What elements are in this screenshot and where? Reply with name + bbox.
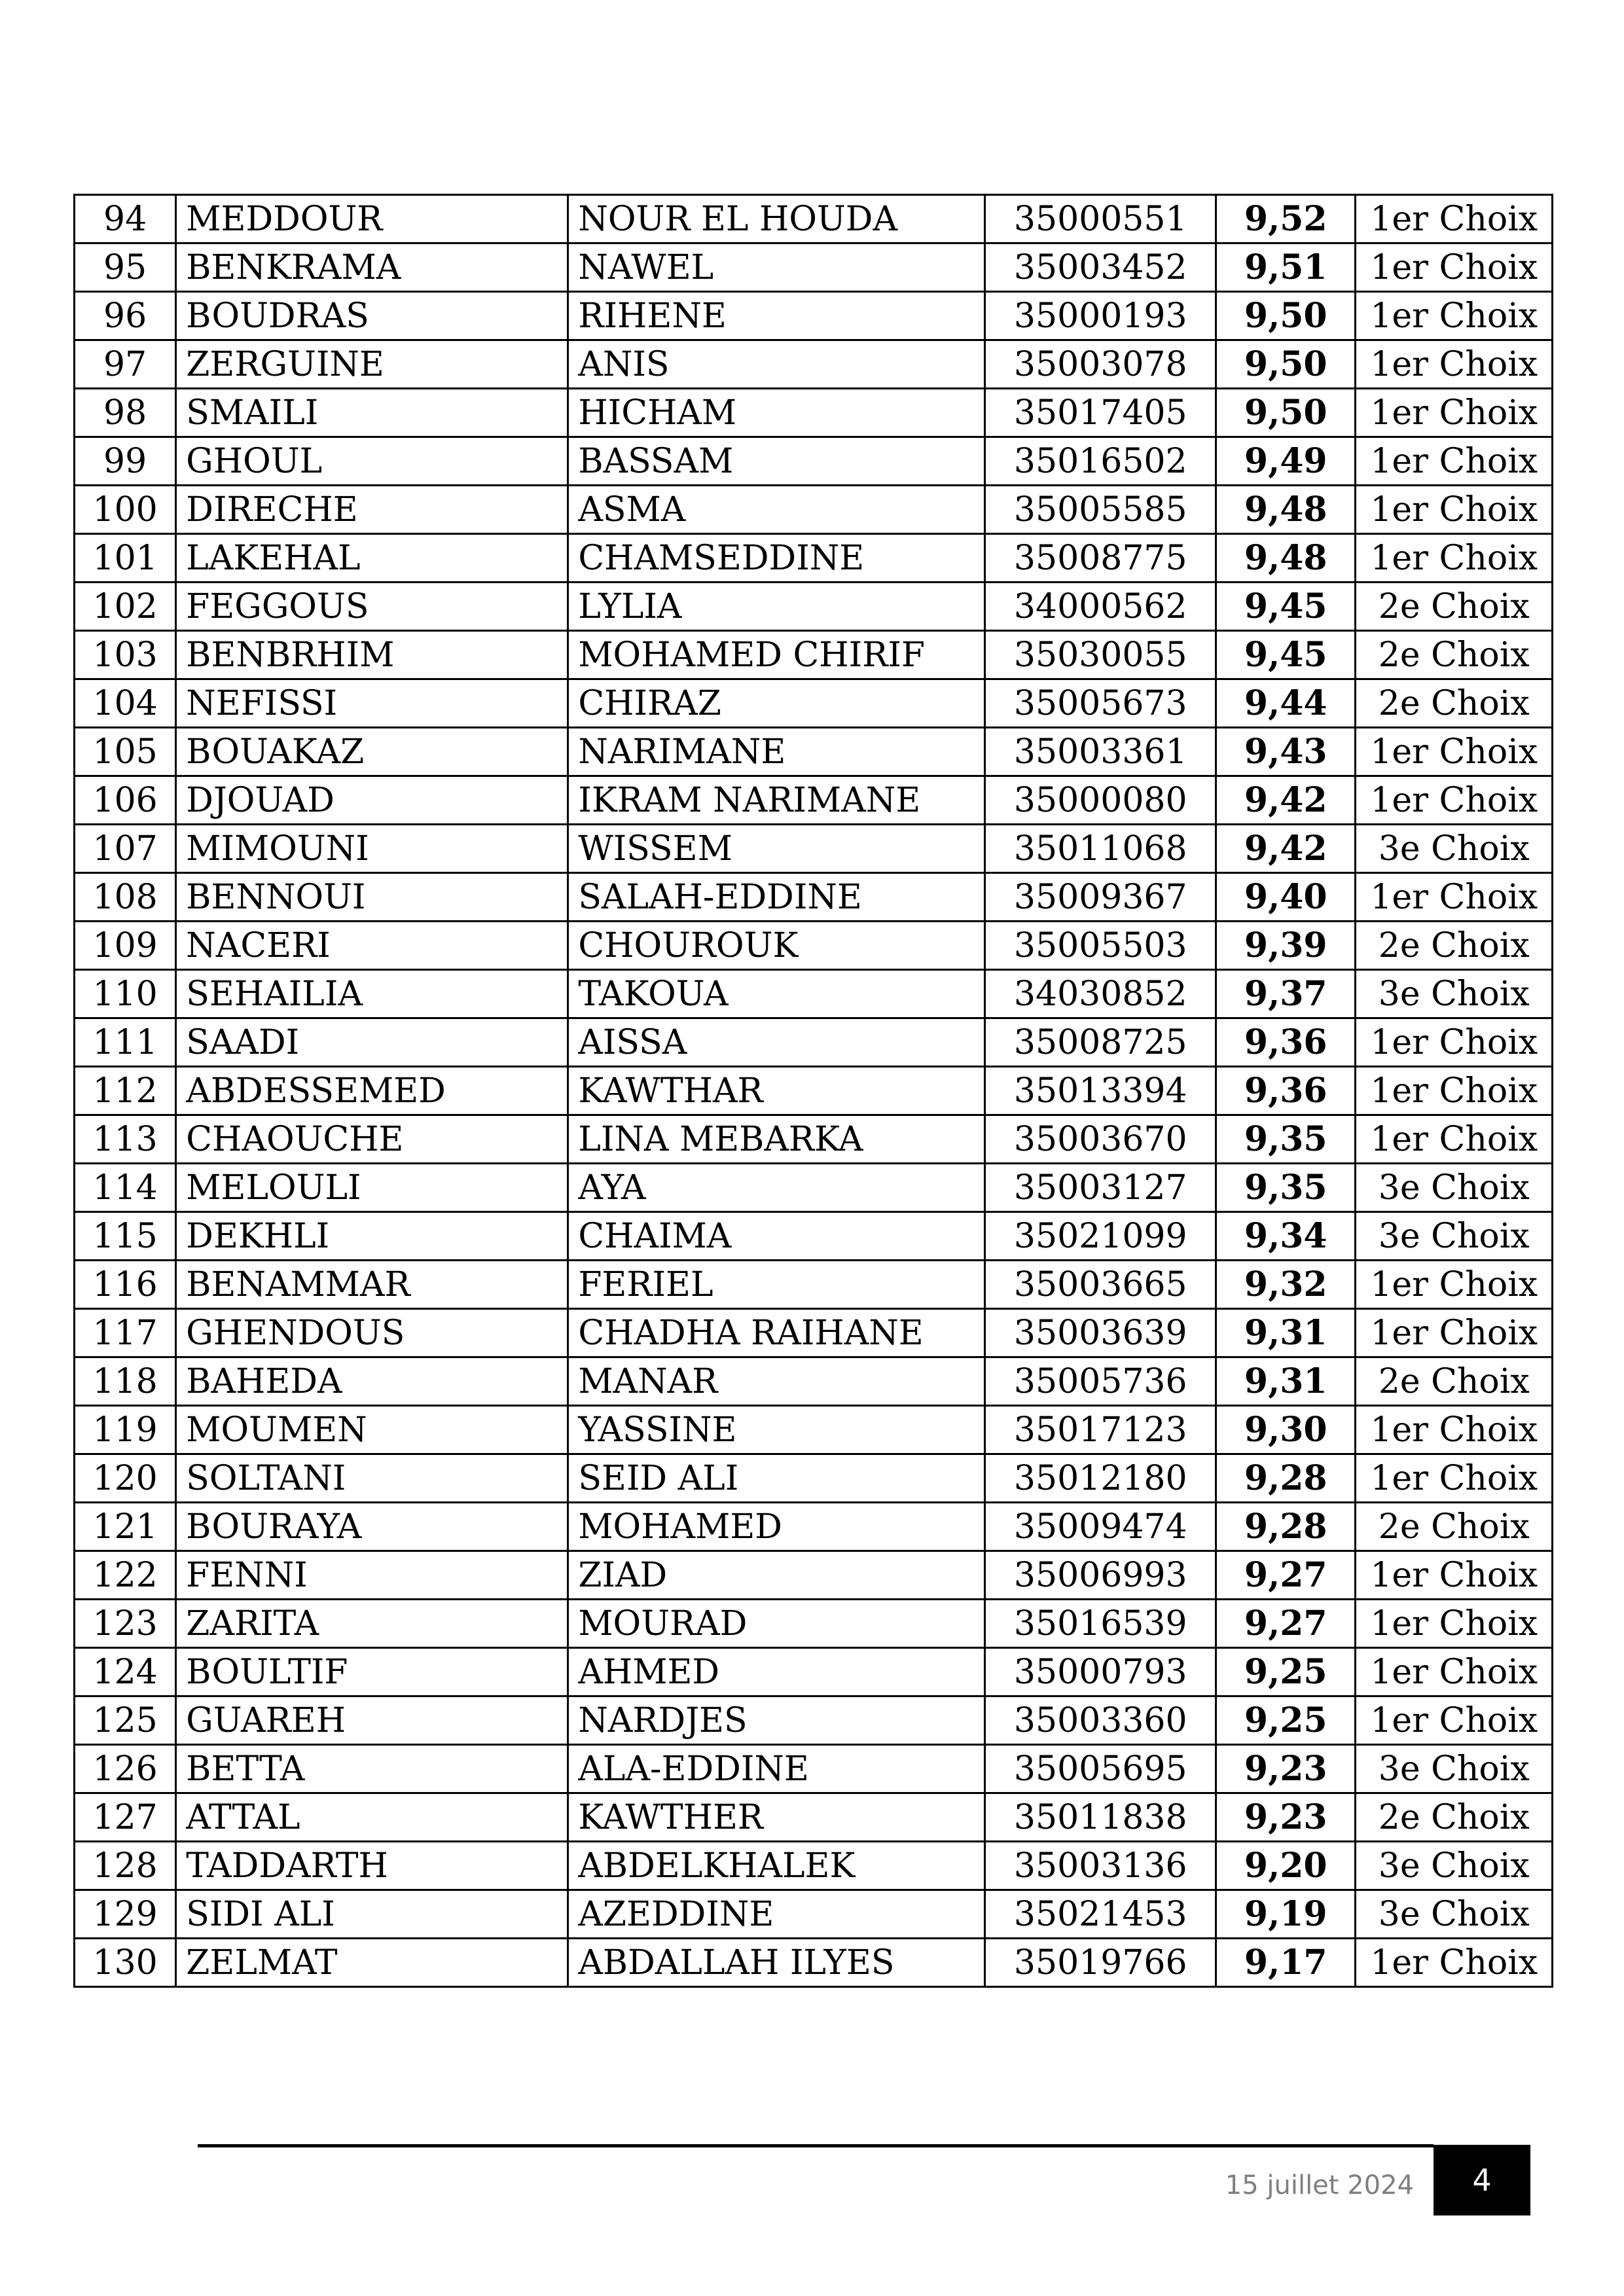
table-row — [75, 195, 1553, 243]
choice-cell: 2e Choix — [1356, 631, 1553, 679]
last-name-cell: ATTAL — [176, 1793, 568, 1842]
choice-cell: 1er Choix — [1356, 486, 1553, 534]
id-cell: 35003639 — [985, 1309, 1216, 1357]
first-name-cell: BASSAM — [568, 437, 985, 486]
last-name-cell: BENAMMAR — [176, 1261, 568, 1309]
rank-cell: 120 — [75, 1454, 176, 1503]
table-row — [75, 1842, 1553, 1890]
score-cell: 9,44 — [1216, 679, 1356, 728]
table-row — [75, 728, 1553, 776]
table-row — [75, 243, 1553, 292]
last-name-cell: GHOUL — [176, 437, 568, 486]
id-cell: 35003127 — [985, 1164, 1216, 1212]
last-name-cell: BENBRHIM — [176, 631, 568, 679]
score-cell: 9,28 — [1216, 1503, 1356, 1551]
score-cell: 9,50 — [1216, 292, 1356, 340]
table-row — [75, 1696, 1553, 1745]
score-cell: 9,37 — [1216, 970, 1356, 1018]
first-name-cell: TAKOUA — [568, 970, 985, 1018]
last-name-cell: DJOUAD — [176, 776, 568, 825]
rank-cell: 103 — [75, 631, 176, 679]
rank-cell: 111 — [75, 1018, 176, 1067]
rank-cell: 127 — [75, 1793, 176, 1842]
table-row — [75, 1890, 1553, 1939]
first-name-cell: MOURAD — [568, 1600, 985, 1648]
id-cell: 35005736 — [985, 1357, 1216, 1406]
choice-cell: 1er Choix — [1356, 1454, 1553, 1503]
choice-cell: 2e Choix — [1356, 583, 1553, 631]
score-cell: 9,51 — [1216, 243, 1356, 292]
last-name-cell: BENNOUI — [176, 873, 568, 922]
table-row — [75, 389, 1553, 437]
choice-cell: 1er Choix — [1356, 1261, 1553, 1309]
id-cell: 35000551 — [985, 195, 1216, 243]
first-name-cell: WISSEM — [568, 825, 985, 873]
choice-cell: 1er Choix — [1356, 340, 1553, 389]
last-name-cell: SOLTANI — [176, 1454, 568, 1503]
score-cell: 9,25 — [1216, 1696, 1356, 1745]
rank-cell: 98 — [75, 389, 176, 437]
first-name-cell: AISSA — [568, 1018, 985, 1067]
id-cell: 35003078 — [985, 340, 1216, 389]
rank-cell: 114 — [75, 1164, 176, 1212]
table-row — [75, 825, 1553, 873]
last-name-cell: SAADI — [176, 1018, 568, 1067]
first-name-cell: ZIAD — [568, 1551, 985, 1600]
score-cell: 9,50 — [1216, 340, 1356, 389]
id-cell: 34000562 — [985, 583, 1216, 631]
score-cell: 9,40 — [1216, 873, 1356, 922]
table-row — [75, 776, 1553, 825]
table-row — [75, 1309, 1553, 1357]
last-name-cell: BOUDRAS — [176, 292, 568, 340]
choice-cell: 1er Choix — [1356, 1696, 1553, 1745]
rank-cell: 104 — [75, 679, 176, 728]
score-cell: 9,43 — [1216, 728, 1356, 776]
rank-cell: 105 — [75, 728, 176, 776]
first-name-cell: ANIS — [568, 340, 985, 389]
rank-cell: 95 — [75, 243, 176, 292]
score-cell: 9,23 — [1216, 1793, 1356, 1842]
rank-cell: 109 — [75, 922, 176, 970]
table-body — [75, 195, 1553, 1987]
rank-cell: 107 — [75, 825, 176, 873]
id-cell: 35009367 — [985, 873, 1216, 922]
first-name-cell: MOHAMED CHIRIF — [568, 631, 985, 679]
choice-cell: 1er Choix — [1356, 1939, 1553, 1987]
table-row — [75, 873, 1553, 922]
choice-cell: 1er Choix — [1356, 1648, 1553, 1696]
table-row — [75, 1503, 1553, 1551]
score-cell: 9,27 — [1216, 1600, 1356, 1648]
id-cell: 35005503 — [985, 922, 1216, 970]
choice-cell: 1er Choix — [1356, 195, 1553, 243]
last-name-cell: FENNI — [176, 1551, 568, 1600]
rank-cell: 128 — [75, 1842, 176, 1890]
id-cell: 35006993 — [985, 1551, 1216, 1600]
rank-cell: 124 — [75, 1648, 176, 1696]
choice-cell: 1er Choix — [1356, 1067, 1553, 1115]
table-row — [75, 1067, 1553, 1115]
id-cell: 35008775 — [985, 534, 1216, 583]
score-cell: 9,31 — [1216, 1309, 1356, 1357]
table-row — [75, 1115, 1553, 1164]
rank-cell: 113 — [75, 1115, 176, 1164]
choice-cell: 3e Choix — [1356, 970, 1553, 1018]
table-row — [75, 1939, 1553, 1987]
rank-cell: 99 — [75, 437, 176, 486]
last-name-cell: GHENDOUS — [176, 1309, 568, 1357]
first-name-cell: CHAMSEDDINE — [568, 534, 985, 583]
id-cell: 35009474 — [985, 1503, 1216, 1551]
table-row — [75, 970, 1553, 1018]
table-row — [75, 631, 1553, 679]
first-name-cell: CHOUROUK — [568, 922, 985, 970]
id-cell: 35008725 — [985, 1018, 1216, 1067]
choice-cell: 3e Choix — [1356, 1164, 1553, 1212]
choice-cell: 3e Choix — [1356, 1745, 1553, 1793]
id-cell: 35017405 — [985, 389, 1216, 437]
table-row — [75, 437, 1553, 486]
last-name-cell: LAKEHAL — [176, 534, 568, 583]
rank-cell: 100 — [75, 486, 176, 534]
first-name-cell: ASMA — [568, 486, 985, 534]
score-cell: 9,45 — [1216, 631, 1356, 679]
choice-cell: 1er Choix — [1356, 1309, 1553, 1357]
last-name-cell: ZARITA — [176, 1600, 568, 1648]
rank-cell: 129 — [75, 1890, 176, 1939]
first-name-cell: HICHAM — [568, 389, 985, 437]
score-cell: 9,31 — [1216, 1357, 1356, 1406]
first-name-cell: IKRAM NARIMANE — [568, 776, 985, 825]
id-cell: 35003361 — [985, 728, 1216, 776]
page-number: 4 — [1472, 2162, 1492, 2198]
id-cell: 35017123 — [985, 1406, 1216, 1454]
last-name-cell: ZELMAT — [176, 1939, 568, 1987]
last-name-cell: SIDI ALI — [176, 1890, 568, 1939]
rank-cell: 119 — [75, 1406, 176, 1454]
choice-cell: 1er Choix — [1356, 1406, 1553, 1454]
first-name-cell: RIHENE — [568, 292, 985, 340]
first-name-cell: NOUR EL HOUDA — [568, 195, 985, 243]
table-row — [75, 1454, 1553, 1503]
first-name-cell: FERIEL — [568, 1261, 985, 1309]
id-cell: 35012180 — [985, 1454, 1216, 1503]
table-row — [75, 583, 1553, 631]
first-name-cell: ABDALLAH ILYES — [568, 1939, 985, 1987]
table-row — [75, 1357, 1553, 1406]
last-name-cell: DIRECHE — [176, 486, 568, 534]
id-cell: 35003452 — [985, 243, 1216, 292]
last-name-cell: BAHEDA — [176, 1357, 568, 1406]
id-cell: 35005585 — [985, 486, 1216, 534]
score-cell: 9,17 — [1216, 1939, 1356, 1987]
choice-cell: 1er Choix — [1356, 292, 1553, 340]
id-cell: 35000793 — [985, 1648, 1216, 1696]
table-row — [75, 486, 1553, 534]
id-cell: 35003665 — [985, 1261, 1216, 1309]
id-cell: 35013394 — [985, 1067, 1216, 1115]
table-row — [75, 922, 1553, 970]
id-cell: 35011838 — [985, 1793, 1216, 1842]
rank-cell: 94 — [75, 195, 176, 243]
last-name-cell: ZERGUINE — [176, 340, 568, 389]
rank-cell: 117 — [75, 1309, 176, 1357]
last-name-cell: CHAOUCHE — [176, 1115, 568, 1164]
table-row — [75, 1648, 1553, 1696]
score-cell: 9,45 — [1216, 583, 1356, 631]
score-cell: 9,25 — [1216, 1648, 1356, 1696]
id-cell: 35021453 — [985, 1890, 1216, 1939]
last-name-cell: BETTA — [176, 1745, 568, 1793]
score-cell: 9,35 — [1216, 1164, 1356, 1212]
first-name-cell: CHIRAZ — [568, 679, 985, 728]
last-name-cell: GUAREH — [176, 1696, 568, 1745]
last-name-cell: MEDDOUR — [176, 195, 568, 243]
score-cell: 9,28 — [1216, 1454, 1356, 1503]
first-name-cell: AYA — [568, 1164, 985, 1212]
table-row — [75, 340, 1553, 389]
page-number-box — [1434, 2145, 1530, 2215]
last-name-cell: NEFISSI — [176, 679, 568, 728]
choice-cell: 1er Choix — [1356, 243, 1553, 292]
table-row — [75, 1212, 1553, 1261]
score-cell: 9,19 — [1216, 1890, 1356, 1939]
first-name-cell: AHMED — [568, 1648, 985, 1696]
table-row — [75, 1551, 1553, 1600]
choice-cell: 3e Choix — [1356, 1842, 1553, 1890]
table-row — [75, 1600, 1553, 1648]
first-name-cell: NARDJES — [568, 1696, 985, 1745]
first-name-cell: KAWTHER — [568, 1793, 985, 1842]
rank-cell: 123 — [75, 1600, 176, 1648]
table-row — [75, 292, 1553, 340]
id-cell: 35003670 — [985, 1115, 1216, 1164]
id-cell: 34030852 — [985, 970, 1216, 1018]
first-name-cell: SALAH-EDDINE — [568, 873, 985, 922]
choice-cell: 1er Choix — [1356, 389, 1553, 437]
choice-cell: 2e Choix — [1356, 1503, 1553, 1551]
rank-cell: 116 — [75, 1261, 176, 1309]
last-name-cell: TADDARTH — [176, 1842, 568, 1890]
footer-date: 15 juillet 2024 — [1225, 2170, 1414, 2200]
score-cell: 9,52 — [1216, 195, 1356, 243]
first-name-cell: LINA MEBARKA — [568, 1115, 985, 1164]
rank-cell: 110 — [75, 970, 176, 1018]
last-name-cell: MIMOUNI — [176, 825, 568, 873]
choice-cell: 1er Choix — [1356, 437, 1553, 486]
id-cell: 35000193 — [985, 292, 1216, 340]
id-cell: 35011068 — [985, 825, 1216, 873]
choice-cell: 1er Choix — [1356, 534, 1553, 583]
rank-cell: 112 — [75, 1067, 176, 1115]
rank-cell: 115 — [75, 1212, 176, 1261]
score-cell: 9,30 — [1216, 1406, 1356, 1454]
choice-cell: 2e Choix — [1356, 922, 1553, 970]
rank-cell: 108 — [75, 873, 176, 922]
results-table — [73, 194, 1553, 1988]
score-cell: 9,50 — [1216, 389, 1356, 437]
score-cell: 9,27 — [1216, 1551, 1356, 1600]
table-row — [75, 679, 1553, 728]
choice-cell: 1er Choix — [1356, 1600, 1553, 1648]
table-row — [75, 1745, 1553, 1793]
score-cell: 9,32 — [1216, 1261, 1356, 1309]
last-name-cell: FEGGOUS — [176, 583, 568, 631]
choice-cell: 1er Choix — [1356, 776, 1553, 825]
id-cell: 35005673 — [985, 679, 1216, 728]
first-name-cell: NARIMANE — [568, 728, 985, 776]
choice-cell: 2e Choix — [1356, 679, 1553, 728]
first-name-cell: ABDELKHALEK — [568, 1842, 985, 1890]
last-name-cell: BOULTIF — [176, 1648, 568, 1696]
rank-cell: 106 — [75, 776, 176, 825]
first-name-cell: MANAR — [568, 1357, 985, 1406]
first-name-cell: AZEDDINE — [568, 1890, 985, 1939]
first-name-cell: SEID ALI — [568, 1454, 985, 1503]
first-name-cell: YASSINE — [568, 1406, 985, 1454]
choice-cell: 3e Choix — [1356, 825, 1553, 873]
rank-cell: 118 — [75, 1357, 176, 1406]
score-cell: 9,49 — [1216, 437, 1356, 486]
rank-cell: 97 — [75, 340, 176, 389]
choice-cell: 2e Choix — [1356, 1357, 1553, 1406]
id-cell: 35016502 — [985, 437, 1216, 486]
score-cell: 9,23 — [1216, 1745, 1356, 1793]
id-cell: 35019766 — [985, 1939, 1216, 1987]
first-name-cell: NAWEL — [568, 243, 985, 292]
score-cell: 9,36 — [1216, 1067, 1356, 1115]
choice-cell: 1er Choix — [1356, 873, 1553, 922]
choice-cell: 3e Choix — [1356, 1890, 1553, 1939]
footer-rule — [198, 2144, 1434, 2147]
choice-cell: 1er Choix — [1356, 1551, 1553, 1600]
score-cell: 9,36 — [1216, 1018, 1356, 1067]
last-name-cell: SEHAILIA — [176, 970, 568, 1018]
first-name-cell: MOHAMED — [568, 1503, 985, 1551]
last-name-cell: NACERI — [176, 922, 568, 970]
rank-cell: 121 — [75, 1503, 176, 1551]
last-name-cell: DEKHLI — [176, 1212, 568, 1261]
score-cell: 9,34 — [1216, 1212, 1356, 1261]
rank-cell: 101 — [75, 534, 176, 583]
score-cell: 9,48 — [1216, 486, 1356, 534]
last-name-cell: ABDESSEMED — [176, 1067, 568, 1115]
table-row — [75, 1261, 1553, 1309]
id-cell: 35003360 — [985, 1696, 1216, 1745]
id-cell: 35030055 — [985, 631, 1216, 679]
table-row — [75, 534, 1553, 583]
id-cell: 35016539 — [985, 1600, 1216, 1648]
table-row — [75, 1793, 1553, 1842]
last-name-cell: SMAILI — [176, 389, 568, 437]
rank-cell: 122 — [75, 1551, 176, 1600]
first-name-cell: LYLIA — [568, 583, 985, 631]
choice-cell: 1er Choix — [1356, 1018, 1553, 1067]
first-name-cell: CHADHA RAIHANE — [568, 1309, 985, 1357]
first-name-cell: ALA-EDDINE — [568, 1745, 985, 1793]
score-cell: 9,42 — [1216, 825, 1356, 873]
rank-cell: 125 — [75, 1696, 176, 1745]
table-row — [75, 1406, 1553, 1454]
choice-cell: 1er Choix — [1356, 1115, 1553, 1164]
rank-cell: 96 — [75, 292, 176, 340]
choice-cell: 1er Choix — [1356, 728, 1553, 776]
choice-cell: 2e Choix — [1356, 1793, 1553, 1842]
first-name-cell: CHAIMA — [568, 1212, 985, 1261]
id-cell: 35003136 — [985, 1842, 1216, 1890]
score-cell: 9,42 — [1216, 776, 1356, 825]
rank-cell: 130 — [75, 1939, 176, 1987]
rank-cell: 102 — [75, 583, 176, 631]
table-row — [75, 1018, 1553, 1067]
id-cell: 35021099 — [985, 1212, 1216, 1261]
score-cell: 9,20 — [1216, 1842, 1356, 1890]
id-cell: 35005695 — [985, 1745, 1216, 1793]
last-name-cell: BOUAKAZ — [176, 728, 568, 776]
last-name-cell: BOURAYA — [176, 1503, 568, 1551]
choice-cell: 3e Choix — [1356, 1212, 1553, 1261]
rank-cell: 126 — [75, 1745, 176, 1793]
score-cell: 9,48 — [1216, 534, 1356, 583]
score-cell: 9,39 — [1216, 922, 1356, 970]
last-name-cell: MELOULI — [176, 1164, 568, 1212]
table-row — [75, 1164, 1553, 1212]
score-cell: 9,35 — [1216, 1115, 1356, 1164]
last-name-cell: MOUMEN — [176, 1406, 568, 1454]
first-name-cell: KAWTHAR — [568, 1067, 985, 1115]
id-cell: 35000080 — [985, 776, 1216, 825]
last-name-cell: BENKRAMA — [176, 243, 568, 292]
